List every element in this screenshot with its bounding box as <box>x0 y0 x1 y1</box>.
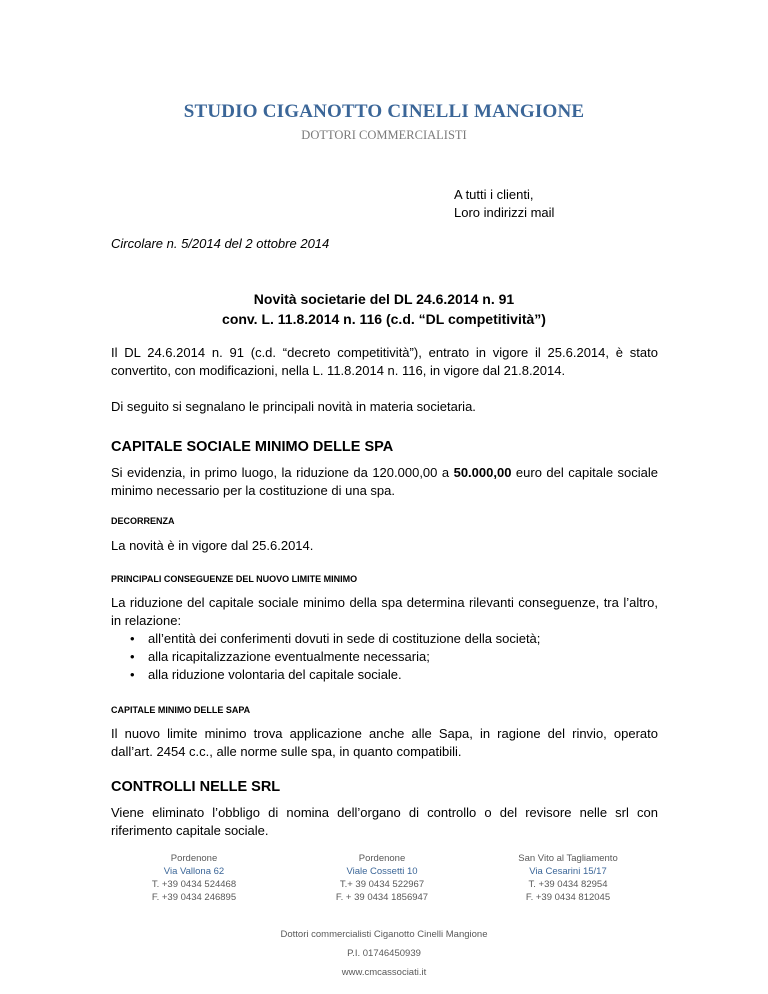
office-fax: F. +39 0434 812045 <box>525 892 611 903</box>
addressee-line-2: Loro indirizzi mail <box>454 205 555 220</box>
addressee-block <box>454 186 554 222</box>
office-city: Pordenone <box>170 853 218 864</box>
office-pordenone-cossetti <box>302 852 462 904</box>
office-san-vito <box>488 852 648 904</box>
sapa-text: Il nuovo limite minimo trova applicazione anche alle Sapa, in ragione del rinvio, operato dall’art. 2454 c.c., alle norme sulle spa, in quanto compatibili. <box>111 726 658 759</box>
conseguenze-list <box>130 630 658 684</box>
title-line-1: Novità societarie del DL 24.6.2014 n. 91 <box>253 291 515 307</box>
section-capitale-text <box>111 464 658 500</box>
list-item: • alla ricapitalizzazione eventualmente necessaria; <box>130 648 658 666</box>
subheading-sapa: CAPITALE MINIMO DELLE SAPA <box>111 705 251 715</box>
office-city: San Vito al Tagliamento <box>518 853 618 864</box>
section-controlli-text: Viene eliminato l’obbligo di nomina dell’organo di controllo o del revisore nelle srl con riferimento capitale sociale. <box>111 805 658 838</box>
office-phone: T. +39 0434 524468 <box>151 879 237 890</box>
office-city: Pordenone <box>358 853 406 864</box>
list-item: • alla riduzione volontaria del capitale sociale. <box>130 666 658 684</box>
capitale-text-b: euro del capitale sociale minimo necessario per la costituzione di una spa. <box>111 465 659 498</box>
office-phone: T. +39 0434 82954 <box>528 879 608 890</box>
office-phone: T.+ 39 0434 522967 <box>339 879 425 890</box>
list-item: • all’entità dei conferimenti dovuti in sede di costituzione della società; <box>130 630 658 648</box>
section-heading-capitale: CAPITALE SOCIALE MINIMO DELLE SPA <box>111 439 394 455</box>
title-line-2: conv. L. 11.8.2014 n. 116 (c.d. “DL competitività”) <box>222 311 546 327</box>
capitale-amount: 50.000,00 <box>453 465 512 480</box>
office-street: Via Vallona 62 <box>163 866 225 877</box>
footer-vat: P.I. 01746450939 <box>347 948 421 959</box>
intro-paragraph-2: Di seguito si segnalano le principali novità in materia societaria. <box>111 399 476 414</box>
addressee-line-1: A tutti i clienti, <box>454 187 534 202</box>
footer-firm: Dottori commercialisti Ciganotto Cinelli Mangione <box>280 929 488 940</box>
office-fax: F. +39 0434 246895 <box>151 892 237 903</box>
decorrenza-text: La novità è in vigore dal 25.6.2014. <box>111 538 314 553</box>
office-street: Viale Cossetti 10 <box>346 866 418 877</box>
document-title <box>0 289 768 329</box>
office-pordenone-vallona <box>114 852 274 904</box>
office-street: Via Cesarini 15/17 <box>529 866 607 877</box>
conseguenze-text: La riduzione del capitale sociale minimo della spa determina rilevanti conseguenze, tra l’altro, in relazione: <box>111 595 658 628</box>
footer-website: www.cmcassociati.it <box>341 967 427 978</box>
office-fax: F. + 39 0434 1856947 <box>335 892 429 903</box>
subheading-conseguenze: PRINCIPALI CONSEGUENZE DEL NUOVO LIMITE MINIMO <box>111 574 358 584</box>
section-heading-controlli: CONTROLLI NELLE SRL <box>111 779 281 795</box>
capitale-text-a: Si evidenzia, in primo luogo, la riduzione da 120.000,00 a <box>111 465 454 480</box>
firm-subtitle: DOTTORI COMMERCIALISTI <box>301 128 467 142</box>
subheading-decorrenza: DECORRENZA <box>111 516 175 526</box>
circular-reference: Circolare n. 5/2014 del 2 ottobre 2014 <box>111 236 330 251</box>
page-footer <box>0 925 768 982</box>
firm-name: STUDIO CIGANOTTO CINELLI MANGIONE <box>183 101 585 122</box>
intro-paragraph: Il DL 24.6.2014 n. 91 (c.d. “decreto competitività”), entrato in vigore il 25.6.2014, è stato convertito, con modificazioni, nella L. 11.8.2014 n. 116, in vigore dal 21.8.2014. <box>111 345 658 378</box>
